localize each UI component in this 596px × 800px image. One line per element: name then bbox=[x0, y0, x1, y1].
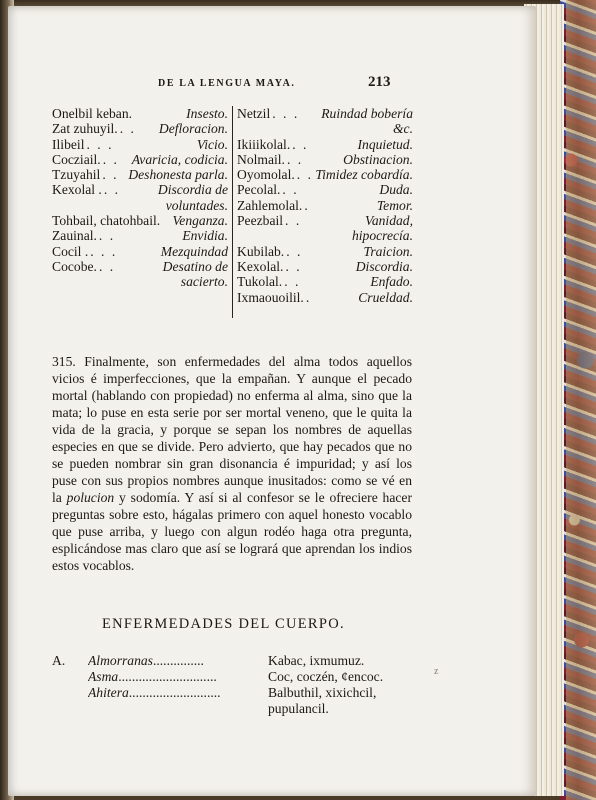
maya-term: Ikiiikolal. bbox=[237, 136, 291, 152]
spanish-meaning: Discordia. bbox=[355, 258, 413, 274]
glossary-definition: Balbuthil, xixichcil, pupulancil. bbox=[268, 685, 377, 716]
maya-term: Zauinal. bbox=[52, 228, 97, 244]
glossary-term bbox=[88, 669, 268, 685]
dot-leader: . . bbox=[98, 258, 116, 274]
dot-leader: . . bbox=[286, 151, 304, 167]
glossary-term-word: Asma bbox=[88, 669, 119, 684]
maya-term: Kexolal . bbox=[52, 182, 102, 198]
paragraph-315 bbox=[52, 353, 412, 574]
spanish-meaning: Desatino de sacierto. bbox=[162, 258, 228, 290]
spanish-meaning: Avaricia, codicia. bbox=[131, 151, 228, 167]
maya-term: Netzil bbox=[237, 106, 271, 121]
spanish-meaning: Venganza. bbox=[172, 213, 228, 229]
maya-term: Ilibeil bbox=[52, 136, 85, 152]
glossary-definition: Kabac, ixmumuz. bbox=[268, 653, 365, 668]
dot-leader: . . bbox=[119, 121, 136, 137]
maya-term: Pecolal. bbox=[237, 182, 281, 198]
maya-term: Ixmaouoilil. bbox=[237, 289, 304, 305]
spanish-meaning: Ruindad bobería &c. bbox=[321, 106, 413, 137]
vocabulary-entry bbox=[52, 152, 228, 167]
dot-leader: . . . bbox=[90, 243, 118, 259]
glossary-definition: Coc, coczén, ¢encoc. bbox=[268, 669, 384, 684]
maya-term: Tzuyahil bbox=[52, 167, 101, 183]
glossary-letter bbox=[52, 685, 88, 717]
book-page bbox=[8, 6, 536, 796]
spanish-meaning: Obstinacion. bbox=[343, 151, 413, 167]
margin-mark: z bbox=[434, 666, 439, 677]
maya-term: Cocziail. bbox=[52, 151, 101, 167]
vocabulary-entry bbox=[52, 121, 228, 136]
dot-leader: . . bbox=[285, 213, 302, 229]
dot-leader: . . bbox=[98, 228, 116, 244]
spanish-meaning: Vanidad, hipocrecía. bbox=[351, 213, 413, 244]
vocabulary-entry bbox=[237, 137, 413, 152]
spanish-meaning: Traicion. bbox=[363, 243, 413, 259]
vocabulary-entry bbox=[52, 259, 228, 290]
dot-leader: . . bbox=[285, 258, 302, 274]
running-head: DE LA LENGUA MAYA. bbox=[158, 78, 296, 89]
spanish-meaning: Temor. bbox=[376, 197, 413, 213]
vocabulary-entry bbox=[237, 259, 413, 274]
page-number: 213 bbox=[368, 74, 391, 90]
vocabulary-entry bbox=[52, 228, 228, 243]
glossary-letter: A. bbox=[52, 653, 66, 668]
maya-term: Cocobe. bbox=[52, 258, 97, 274]
spanish-meaning: Timidez cobardía. bbox=[315, 167, 413, 183]
spanish-meaning: Enfado. bbox=[370, 274, 413, 290]
vocabulary-entry bbox=[237, 244, 413, 259]
vocabulary-entry bbox=[52, 137, 228, 152]
dot-leader: . . . bbox=[86, 136, 114, 152]
paragraph-text-1: Finalmente, son enfermedades del alma todos aquellos vicios é imperfecciones, que la empañan. Y aunque el pecado mortal (hablando con propiedad) no enferma al alma, sino que la mata; lo puse en esta serie por ser mortal veneno, que le quita la vida de la gracia, y porque se sepan los nombres de aquellas especies en que se divide. Pero advierto, que hay pecados que no se pueden nombrar sin gran disonancia é impuridad; y así los puse con sus propios nombres aunque inusitados: como se vé en la bbox=[52, 354, 412, 505]
vocabulary-entry bbox=[237, 213, 413, 244]
maya-term: Oyomolal. bbox=[237, 167, 295, 183]
maya-term: Kubilab. bbox=[237, 243, 285, 259]
glossary-term-word: Ahitera bbox=[88, 685, 129, 700]
glossary-term bbox=[88, 653, 268, 669]
spanish-meaning: Crueldad. bbox=[358, 289, 413, 305]
glossary-term-word: Almorranas bbox=[88, 653, 153, 668]
dot-leader: . . bbox=[292, 136, 309, 152]
vocabulary-entry bbox=[52, 244, 228, 259]
vocabulary-entry bbox=[237, 106, 413, 137]
dot-leader: . . bbox=[282, 182, 299, 198]
maya-term: Peezbail bbox=[237, 213, 284, 229]
maya-term: Onelbil keban. bbox=[52, 106, 133, 121]
spanish-meaning: Inquietud. bbox=[357, 136, 413, 152]
spanish-meaning: Defloracion. bbox=[158, 121, 228, 137]
vocabulary-entry bbox=[237, 152, 413, 167]
glossary-leader: ............................. bbox=[118, 669, 217, 684]
dot-leader: . . . bbox=[272, 106, 300, 121]
vocabulary-entry bbox=[52, 213, 228, 228]
section-title: ENFERMEDADES DEL CUERPO. bbox=[102, 616, 345, 632]
glossary-leader: ........................... bbox=[128, 685, 221, 700]
spanish-meaning: Discordia de voluntades. bbox=[157, 182, 228, 213]
dot-leader: . bbox=[305, 289, 312, 305]
vocabulary-right-column bbox=[237, 106, 413, 305]
column-divider bbox=[232, 106, 233, 318]
glossary-row bbox=[52, 653, 412, 669]
glossary-letter bbox=[52, 669, 88, 685]
glossary-list bbox=[52, 653, 412, 717]
spanish-meaning: Vicio. bbox=[196, 136, 228, 152]
paragraph-italic-word: polucion bbox=[66, 490, 115, 505]
dot-leader: . . bbox=[286, 243, 303, 259]
spanish-meaning: Insesto. bbox=[186, 106, 228, 121]
maya-term: Kexolal. bbox=[237, 258, 284, 274]
spanish-meaning: Envidia. bbox=[182, 228, 228, 244]
glossary-term bbox=[88, 685, 268, 717]
dot-leader: . . bbox=[296, 167, 313, 183]
spanish-meaning: Mezquindad bbox=[160, 243, 228, 259]
dot-leader: . . bbox=[102, 151, 119, 167]
vocabulary-entry bbox=[237, 198, 413, 213]
glossary-leader: ............... bbox=[152, 653, 204, 668]
spanish-meaning: Duda. bbox=[379, 182, 413, 198]
maya-term: Nolmail. bbox=[237, 151, 285, 167]
dot-leader: . bbox=[304, 197, 310, 213]
paragraph-number: 315. bbox=[52, 354, 76, 369]
maya-term: Cocil . bbox=[52, 243, 89, 259]
vocabulary-entry bbox=[237, 182, 413, 197]
maya-term: Tukolal. bbox=[237, 274, 283, 290]
vocabulary-entry bbox=[237, 274, 413, 289]
glossary-row bbox=[52, 669, 412, 685]
vocabulary-entry bbox=[52, 106, 228, 121]
book-cover-edge bbox=[566, 0, 596, 800]
vocabulary-entry bbox=[52, 182, 228, 213]
maya-term: Zat zuhuyil. bbox=[52, 121, 118, 137]
vocabulary-entry bbox=[52, 167, 228, 182]
vocabulary-left-column bbox=[52, 106, 228, 290]
maya-term: Zahlemolal. bbox=[237, 197, 303, 213]
dot-leader: . . bbox=[103, 182, 121, 198]
glossary-row bbox=[52, 685, 412, 717]
spanish-meaning: Deshonesta parla. bbox=[128, 167, 228, 183]
vocabulary-entry bbox=[237, 290, 413, 305]
paragraph-text-2: y sodomía. Y así si al confesor se le ofreciere hacer preguntas sobre esto, hágalas primero con aquel honesto vocablo que puse arriba, y luego con algun rodéo haga otra pregunta, esplicándose mas claro que así se logrará que aprendan los indios estos vocablos. bbox=[52, 490, 412, 573]
dot-leader: . . bbox=[284, 274, 301, 290]
vocabulary-entry bbox=[237, 167, 413, 182]
maya-term: Tohbail, chatohbail. bbox=[52, 213, 161, 229]
dot-leader: . . bbox=[102, 167, 119, 183]
